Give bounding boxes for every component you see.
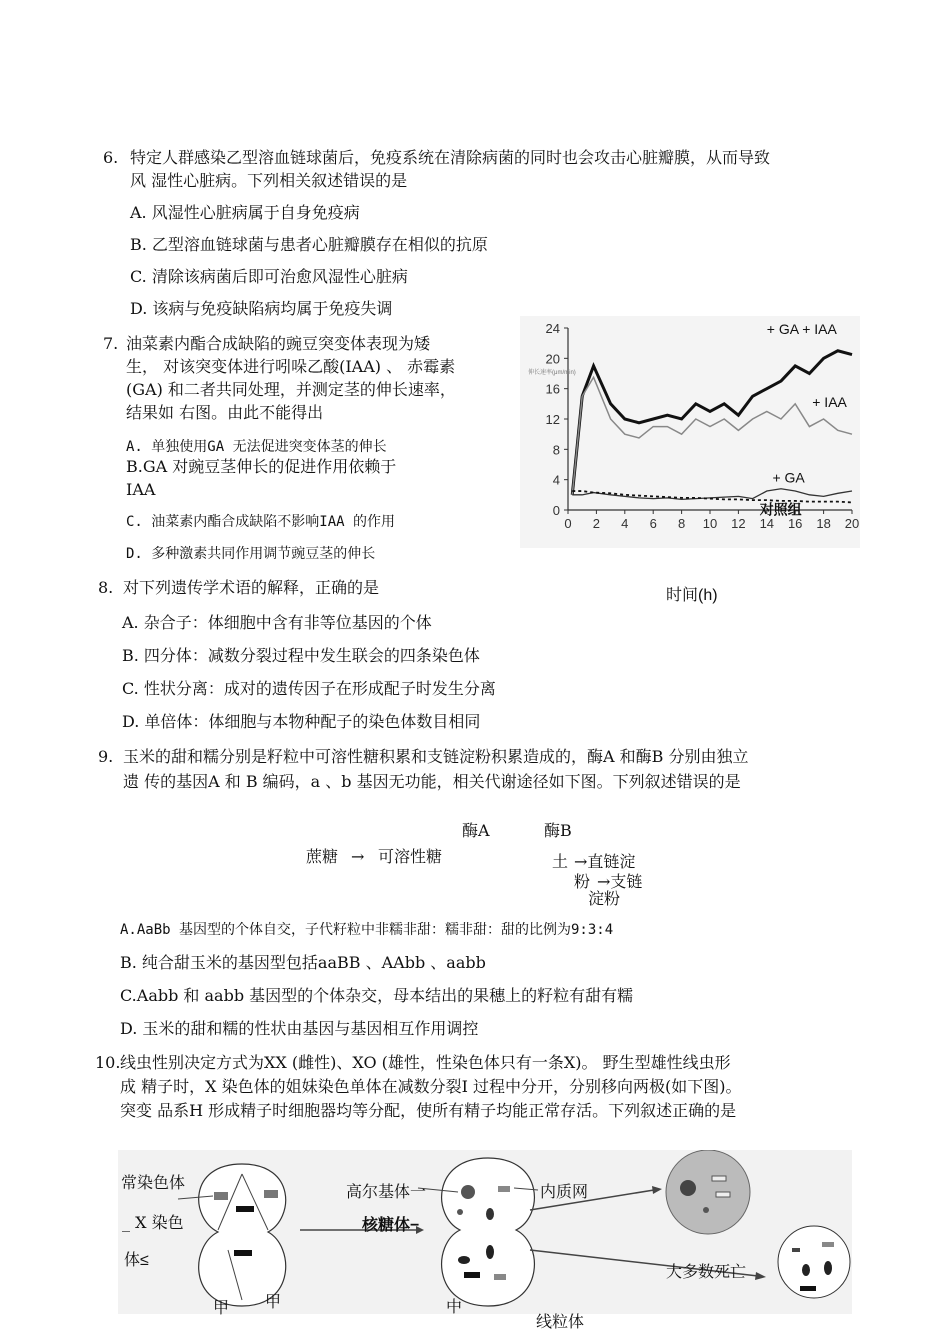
q7-stem-line4: 结果如 右图。由此不能得出 bbox=[126, 403, 324, 422]
pathway-amylopectin: →支链 bbox=[597, 872, 643, 891]
x-chromosome bbox=[800, 1286, 816, 1291]
q7-number: 7. bbox=[103, 334, 119, 353]
mitochondrion bbox=[486, 1245, 494, 1259]
autosome-chromosome bbox=[214, 1192, 228, 1200]
chart-x-tick-label: 6 bbox=[649, 516, 657, 531]
q7-option-b-line1: B.GA 对豌豆茎伸长的促进作用依赖于 bbox=[126, 457, 397, 476]
chart-x-tick-label: 4 bbox=[621, 516, 629, 531]
chart-x-tick-label: 8 bbox=[677, 516, 686, 531]
x-chromatid-bottom bbox=[234, 1250, 252, 1256]
q10-stem-line3: 突变 品系H 形成精子时细胞器均等分配，使所有精子均能正常存活。下列叙述正确的是 bbox=[120, 1101, 737, 1120]
label-er: 内质网 bbox=[540, 1184, 589, 1201]
chart-y-tick-label: 0 bbox=[552, 503, 560, 518]
pathway-tu: 土 bbox=[552, 852, 569, 871]
pathway-amylose: →直链淀 bbox=[574, 852, 636, 871]
q8-option-a: A. 杂合子：体细胞中含有非等位基因的个体 bbox=[122, 613, 432, 632]
label-jia-2: 甲 bbox=[265, 1294, 282, 1311]
chart-y-tick-label: 12 bbox=[545, 412, 560, 427]
q9-option-d: D. 玉米的甜和糯的性状由基因与基因相互作用调控 bbox=[120, 1019, 479, 1038]
q8-stem: 对下列遗传学术语的解释，正确的是 bbox=[123, 578, 380, 597]
chart-y-tick-label: 20 bbox=[545, 351, 560, 367]
q7-growth-rate-chart bbox=[520, 316, 860, 548]
q6-number: 6. bbox=[103, 148, 119, 167]
organelle bbox=[792, 1248, 800, 1252]
pathway-starch: 淀粉 bbox=[588, 889, 621, 908]
chart-x-tick-label: 12 bbox=[731, 516, 746, 531]
golgi-body bbox=[461, 1185, 475, 1199]
pathway-fen: 粉 bbox=[574, 872, 591, 891]
q6-option-d: D. 该病与免疫缺陷病均属于免疫失调 bbox=[130, 299, 393, 318]
q7-stem-line2: 生， 对该突变体进行吲哚乙酸(IAA) 、 赤霉素 bbox=[126, 357, 456, 376]
x-chromosome bbox=[464, 1272, 480, 1278]
label-mitochondria: 线粒体 bbox=[536, 1314, 585, 1331]
label-zhong: 中 bbox=[446, 1299, 463, 1316]
q8-number: 8. bbox=[98, 578, 114, 597]
mitochondrion bbox=[486, 1208, 494, 1220]
er-fragment bbox=[494, 1274, 506, 1280]
q7-option-d: D. 多种激素共同作用调节豌豆茎的伸长 bbox=[126, 546, 376, 562]
label-mostly-die: 大多数死亡 bbox=[666, 1264, 747, 1281]
golgi-body bbox=[680, 1180, 696, 1196]
chart-x-tick-label: 14 bbox=[759, 516, 775, 531]
mitochondrion bbox=[802, 1264, 810, 1276]
q9-option-b: B. 纯合甜玉米的基因型包括aaBB 、AAbb 、aabb bbox=[120, 953, 486, 972]
chart-x-tick-label: 2 bbox=[592, 516, 601, 531]
q6-stem-line1: 特定人群感染乙型溶血链球菌后，免疫系统在清除病菌的同时也会攻击心脏瓣膜，从而导致 bbox=[130, 148, 771, 167]
pathway-sucrose: 蔗糖 bbox=[306, 847, 339, 866]
q6-stem-line2: 风 湿性心脏病。下列相关叙述错误的是 bbox=[130, 171, 408, 190]
chart-y-tick-label: 8 bbox=[552, 442, 560, 458]
chart-x-axis-label: 时间(h) bbox=[666, 587, 718, 604]
er-fragment bbox=[716, 1192, 730, 1197]
q9-stem-line1: 玉米的甜和糯分别是籽粒中可溶性糖积累和支链淀粉积累造成的，酶A 和酶B 分别由独立 bbox=[123, 747, 749, 766]
chart-x-tick-label: 18 bbox=[816, 516, 831, 531]
label-x-chromosome-2: 体≤ bbox=[124, 1252, 149, 1269]
chart-label-control: 对照组 bbox=[759, 501, 802, 518]
chart-y-tick-label: 16 bbox=[545, 381, 560, 397]
chart-x-tick-label: 10 bbox=[702, 516, 718, 531]
chart-label-iaa: + IAA bbox=[812, 393, 847, 410]
er-fragment bbox=[498, 1186, 510, 1192]
er-fragment bbox=[712, 1176, 726, 1181]
chart-y-tick-label: 24 bbox=[545, 321, 560, 336]
chart-y-tick-label: 4 bbox=[552, 472, 560, 488]
pathway-arrow: → bbox=[351, 847, 365, 866]
mitochondrion bbox=[458, 1256, 470, 1264]
er-fragment bbox=[822, 1242, 834, 1247]
ribosome bbox=[457, 1209, 463, 1215]
residual-body-cell bbox=[666, 1150, 750, 1234]
q7-option-c: C. 油菜素内酯合成缺陷不影响IAA 的作用 bbox=[126, 514, 396, 530]
x-chromatid-top bbox=[236, 1206, 254, 1212]
q9-option-a: A.AaBb 基因型的个体自交，子代籽粒中非糯非甜：糯非甜：甜的比例为9:3:4 bbox=[120, 922, 614, 938]
label-ribosome: 核糖体− bbox=[362, 1217, 420, 1234]
chart-x-tick-label: 20 bbox=[844, 516, 860, 531]
chart-x-tick-label: 0 bbox=[564, 516, 572, 531]
q6-option-a: A. 风湿性心脏病属于自身免疫病 bbox=[130, 203, 360, 222]
label-jia-1: 甲 bbox=[213, 1300, 230, 1317]
meiosis-figure bbox=[118, 1150, 852, 1314]
q6-option-c: C. 清除该病菌后即可治愈风湿性心脏病 bbox=[130, 267, 408, 286]
q8-option-d: D. 单倍体：体细胞与本物种配子的染色体数目相同 bbox=[122, 712, 481, 731]
chart-x-tick-label: 16 bbox=[787, 516, 803, 531]
q7-stem-line1: 油菜素内酯合成缺陷的豌豆突变体表现为矮 bbox=[126, 334, 431, 353]
q9-option-c: C.Aabb 和 aabb 基因型的个体杂交，母本结出的果穗上的籽粒有甜有糯 bbox=[120, 986, 634, 1005]
chart-y-axis-label: 伸长速率(μm/min) bbox=[528, 370, 576, 376]
q7-option-b-line2: IAA bbox=[126, 480, 156, 499]
pathway-soluble-sugar: 可溶性糖 bbox=[378, 847, 443, 866]
label-golgi: 高尔基体一 bbox=[346, 1184, 427, 1201]
mitochondrion bbox=[824, 1261, 832, 1275]
pathway-enzyme-a: 酶A bbox=[462, 821, 490, 840]
pathway-enzyme-b: 酶B bbox=[544, 821, 572, 840]
q9-stem-line2: 遗 传的基因A 和 B 编码，a 、b 基因无功能，相关代谢途径如下图。下列叙述错误的是 bbox=[123, 772, 741, 791]
q9-number: 9. bbox=[98, 747, 114, 766]
q10-stem-line2: 成 精子时，X 染色体的姐妹染色单体在减数分裂I 过程中分开，分别移向两极(如下图)。 bbox=[120, 1077, 742, 1096]
chart-background bbox=[520, 316, 860, 548]
q10-stem-line1: 线虫性别决定方式为XX (雌性)、XO (雄性，性染色体只有一条X)。 野生型雄性线虫形 bbox=[120, 1053, 731, 1072]
label-x-chromosome-1: _ X 染色 bbox=[122, 1213, 184, 1232]
q10-number: 10. bbox=[95, 1053, 121, 1072]
q6-option-b: B. 乙型溶血链球菌与患者心脏瓣膜存在相似的抗原 bbox=[130, 235, 488, 254]
ribosome bbox=[703, 1207, 709, 1213]
label-autosome: 常染色体 bbox=[121, 1175, 186, 1192]
autosome-chromosome bbox=[264, 1190, 278, 1198]
chart-label-ga: + GA bbox=[772, 469, 805, 486]
q7-stem-line3: (GA) 和二者共同处理，并测定茎的伸长速率， bbox=[126, 380, 456, 399]
chart-label-ga-iaa: + GA + IAA bbox=[766, 321, 837, 338]
q7-option-a: A. 单独使用GA 无法促进突变体茎的伸长 bbox=[126, 439, 387, 455]
q8-option-c: C. 性状分离：成对的遗传因子在形成配子时发生分离 bbox=[122, 679, 496, 698]
q8-option-b: B. 四分体：减数分裂过程中发生联会的四条染色体 bbox=[122, 646, 480, 665]
